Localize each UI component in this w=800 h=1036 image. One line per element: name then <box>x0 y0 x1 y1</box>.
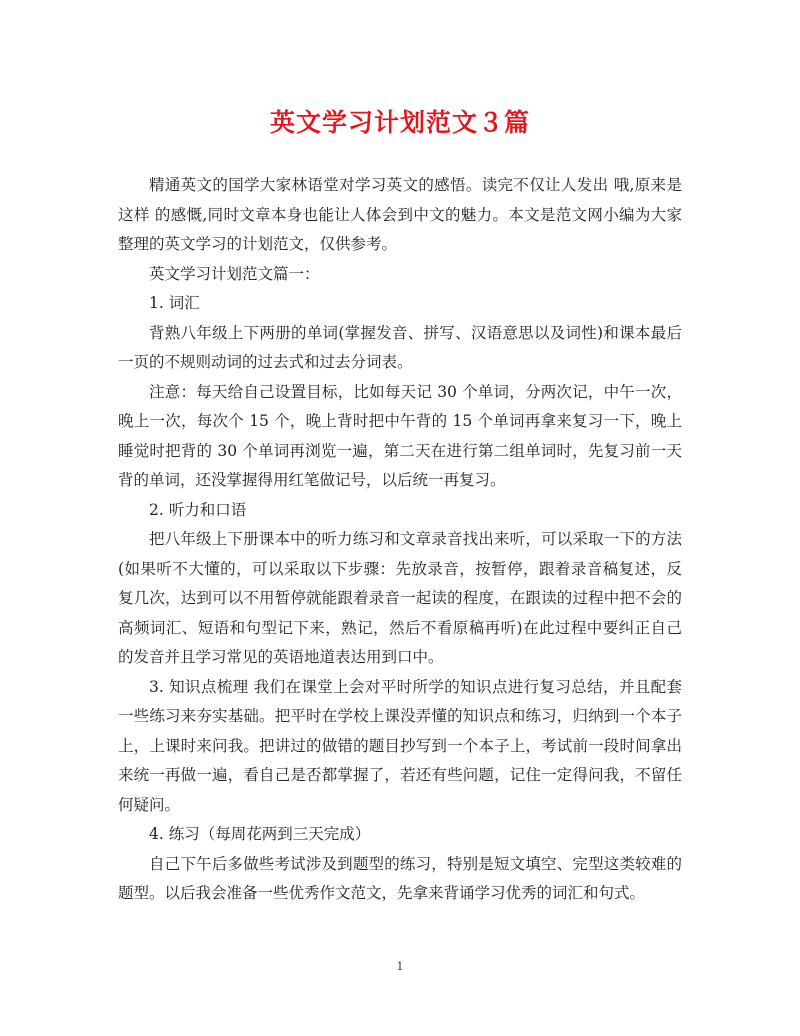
vocabulary-note-paragraph: 注意：每天给自己设置目标，比如每天记 30 个单词，分两次记，中午一次，晚上一次，每次个 15 个，晚上背时把中午背的 15 个单词再拿来复习一下，晚上睡觉时把背的 30 个单词再浏览一遍，第二天在进行第二组单词时，先复习前一天背的单词，还没掌握得用红笔做记号，以后统一再复习。 <box>118 382 682 489</box>
item-heading-practice: 4. 练习（每周花两到三天完成） <box>149 825 371 843</box>
listening-paragraph: 把八年级上下册课本中的听力练习和文章录音找出来听，可以采取一下的方法(如果听不大懂的，可以采取以下步骤：先放录音，按暂停，跟着录音稿复述，反复几次，达到可以不用暂停就能跟着录音一起读的程度，在跟读的过程中把不会的高频词汇、短语和句型记下来，熟记，然后不看原稿再听)在此过程中要纠正自己的发音并且学习常见的英语地道表达用到口中。 <box>118 530 682 666</box>
document-title: 英文学习计划范文３篇 <box>269 108 530 137</box>
item-heading-vocabulary: 1. 词汇 <box>149 294 200 312</box>
section-heading-part-one: 英文学习计划范文篇一： <box>149 264 320 283</box>
item-heading-listening-speaking: 2. 听力和口语 <box>149 500 247 519</box>
document-body <box>118 171 682 909</box>
practice-paragraph: 自己下午后多做些考试涉及到题型的练习，特别是短文填空、完型这类较难的题型。以后我会准备一些优秀作文范文，先拿来背诵学习优秀的词汇和句式。 <box>118 854 682 902</box>
page-number: 1 <box>396 960 404 973</box>
intro-paragraph: 精通英文的国学大家林语堂对学习英文的感悟。读完不仅让人发出 哦,原来是这样 的感慨,同时文章本身也能让人体会到中文的魅力。本文是范文网小编为大家整理的英文学习的计划范文，仅供参考。 <box>118 176 682 253</box>
knowledge-review-paragraph: 3. 知识点梳理 我们在课堂上会对平时所学的知识点进行复习总结，并且配套一些练习来夯实基础。把平时在学校上课没弄懂的知识点和练习，归纳到一个本子上，上课时来问我。把讲过的做错的题目抄写到一个本子上，考试前一段时间拿出来统一再做一遍，看自己是否都掌握了，若还有些问题，记住一定得问我，不留任何疑问。 <box>118 677 682 814</box>
vocabulary-paragraph: 背熟八年级上下两册的单词(掌握发音、拼写、汉语意思以及词性)和课本最后一页的不规则动词的过去式和过去分词表。 <box>118 323 682 371</box>
